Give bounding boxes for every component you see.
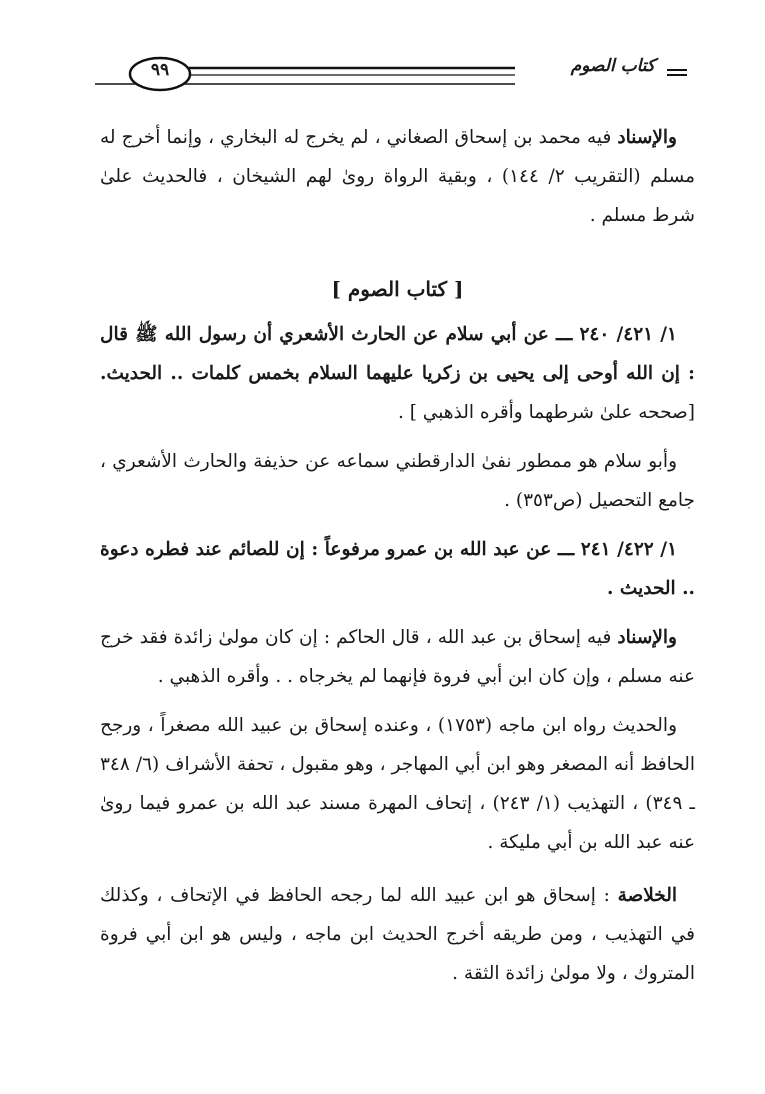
running-title: كتاب الصوم [570,56,655,76]
section-title: [ كتاب الصوم ] [331,277,464,301]
paragraph-text: والحديث رواه ابن ماجه (١٧٥٣) ، وعنده إسحاق بن عبيد الله مصغراً ، ورجح الحافظ أنه المصغر وهو ابن أبي المهاجر ، وهو مقبول ، تحفة الأشراف (٦/ ٣٤٨ ـ ٣٤٩) ، التهذيب (١/ ٢٤٣) ، إتحاف المهرة مسند عبد الله بن عمرو فيما روىٰ عنه عبد الله بن أبي مليكة . [100,715,695,853]
paragraph-text: فيه إسحاق بن عبد الله ، قال الحاكم : إن كان مولىٰ زائدة فقد خرج عنه مسلم ، وإن كان ابن أبي فروة فإنهما لم يخرجاه . . وأقره الذهبي . [100,627,695,687]
page-header [95,52,695,102]
hadith-entry-2 [100,530,695,608]
paragraph-conclusion [100,876,695,993]
paragraph-lead: الخلاصة [617,885,677,906]
paragraph-isnad-1 [100,118,695,235]
hadith-text: ١/ ٤٢٢/ ٢٤١ ـــ عن عبد الله بن عمرو مرفوعاً : إن للصائم عند فطره دعوة .. الحديث . [100,539,695,599]
page-body [100,118,695,993]
paragraph-lead: والإسناد [617,127,677,148]
paragraph-text: : إسحاق هو ابن عبيد الله لما رجحه الحافظ في الإتحاف ، وكذلك في التهذيب ، ومن طريقه أخرج الحديث ابن ماجه ، وليس هو ابن أبي فروة المتروك ، ولا مولىٰ زائدة الثقة . [100,885,695,984]
hadith-verdict: [صححه علىٰ شرطهما وأقره الذهبي ] . [397,402,695,423]
hadith-text: ١/ ٤٢١/ ٢٤٠ ـــ عن أبي سلام عن الحارث الأشعري أن رسول الله ﷺ قال : إن الله أوحى إلى يحيى بن زكريا عليهما السلام بخمس كلمات .. الحديث. [100,324,695,384]
paragraph-text: فيه محمد بن إسحاق الصغاني ، لم يخرج له البخاري ، وإنما أخرج له مسلم (التقريب ٢/ ١٤٤) ، وبقية الرواة روىٰ لهم الشيخان ، فالحديث علىٰ شرط مسلم . [100,127,695,226]
page-number: ٩٩ [150,60,170,80]
paragraph-abu-salam [100,442,695,520]
paragraph-text: وأبو سلام هو ممطور نفىٰ الدارقطني سماعه عن حذيفة والحارث الأشعري ، جامع التحصيل (ص٣٥٣) . [100,451,695,511]
paragraph-lead: والإسناد [617,627,677,648]
hadith-entry-1 [100,315,695,432]
paragraph-ibn-majah [100,706,695,862]
paragraph-isnad-2 [100,618,695,696]
